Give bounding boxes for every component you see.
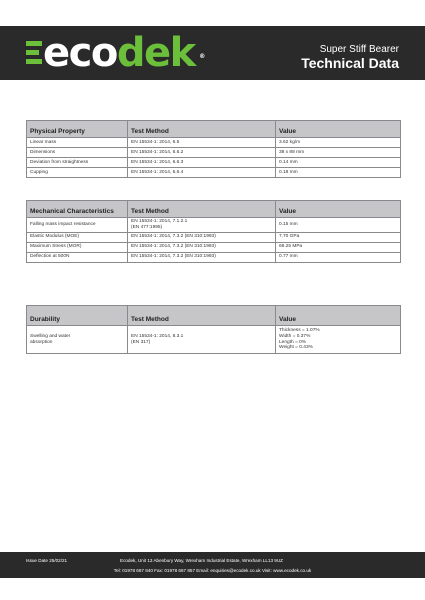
- footer-band: [0, 552, 425, 578]
- column-header: Test Method: [128, 121, 276, 138]
- contact-details: Tel: 01978 667 840 Fax: 01978 667 857 Email: enquiries@ecodek.co.uk Visit: www.ecodek.co.uk: [113, 568, 312, 573]
- property-cell: Swelling and water absorption: [27, 326, 128, 354]
- column-header: Value: [276, 201, 401, 218]
- column-header: Test Method: [128, 201, 276, 218]
- column-header: Value: [276, 306, 401, 326]
- column-header: Durability: [27, 306, 128, 326]
- test-method-cell: EN 15534-1: 2014, 6.6.2: [128, 148, 276, 158]
- property-cell: Cupping: [27, 168, 128, 178]
- test-method-cell: EN 15534-1: 2014, 6.6.3: [128, 158, 276, 168]
- test-method-cell: EN 15534-1: 2014, 7.3.2 (EN 310:1993): [128, 242, 276, 252]
- mechanical-characteristics-table: [26, 200, 401, 263]
- logo-text-dek: dek: [116, 30, 195, 76]
- value-cell: 7.70 GPa: [276, 232, 401, 242]
- test-method-cell: EN 15534-1: 2014, 7.3.2 (EN 310:1993): [128, 252, 276, 262]
- property-cell: Deflection at 500N: [27, 252, 128, 262]
- table-row: [27, 138, 401, 148]
- test-method-cell: EN 15534-1: 2014, 7.1.2.1 (EN 477:1995): [128, 218, 276, 233]
- table-row: [27, 168, 401, 178]
- property-cell: Maximum Stress (MOR): [27, 242, 128, 252]
- column-header: Physical Property: [27, 121, 128, 138]
- registered-mark: ®: [199, 53, 204, 60]
- test-method-cell: EN 15534-1: 2014, 6.5: [128, 138, 276, 148]
- table-row: [27, 252, 401, 262]
- property-cell: Elastic Modulus (MOE): [27, 232, 128, 242]
- table-row: [27, 148, 401, 158]
- test-method-cell: EN 15534-1: 2014, 6.6.4: [128, 168, 276, 178]
- company-address: Ecodek, Unit 13 Abenbury Way, Wrexham Industrial Estate, Wrexham LL13 9UZ: [120, 558, 283, 563]
- column-header: Value: [276, 121, 401, 138]
- value-cell: 0.14 mm: [276, 158, 401, 168]
- property-cell: Linear mass: [27, 138, 128, 148]
- issue-date: Issue Date 25/02/21: [26, 558, 68, 563]
- value-cell: 68.25 MPa: [276, 242, 401, 252]
- property-cell: Deviation from straightness: [27, 158, 128, 168]
- column-header: Test Method: [128, 306, 276, 326]
- test-method-cell: EN 15534-1: 2014, 7.3.2 (EN 310:1993): [128, 232, 276, 242]
- test-method-cell: EN 15534-1: 2014, 8.3.1 (EN 317): [128, 326, 276, 354]
- durability-table: [26, 305, 401, 354]
- value-cell: 0.77 mm: [276, 252, 401, 262]
- ecodek-logo: [26, 30, 204, 76]
- table-header-row: [27, 306, 401, 326]
- property-cell: Dimensions: [27, 148, 128, 158]
- table-row: [27, 158, 401, 168]
- logo-bars-icon: [26, 40, 42, 66]
- table-row: [27, 232, 401, 242]
- value-cell: Thickness = 1.07% Width = 0.37% Length = 0% Weight = 0.43%: [276, 326, 401, 354]
- table-header-row: [27, 121, 401, 138]
- value-cell: 0.15 mm: [276, 218, 401, 233]
- value-cell: 3.62 kg/m: [276, 138, 401, 148]
- physical-property-table: [26, 120, 401, 178]
- logo-text-eco: eco: [43, 30, 117, 76]
- property-cell: Falling mass impact resistance: [27, 218, 128, 233]
- table-row: [27, 218, 401, 233]
- table-header-row: [27, 201, 401, 218]
- value-cell: 0.18 mm: [276, 168, 401, 178]
- value-cell: 38 x 88 mm: [276, 148, 401, 158]
- product-name: Super Stiff Bearer: [319, 44, 399, 55]
- page-title: Technical Data: [301, 55, 399, 71]
- table-row: [27, 242, 401, 252]
- table-row: [27, 326, 401, 354]
- column-header: Mechanical Characteristics: [27, 201, 128, 218]
